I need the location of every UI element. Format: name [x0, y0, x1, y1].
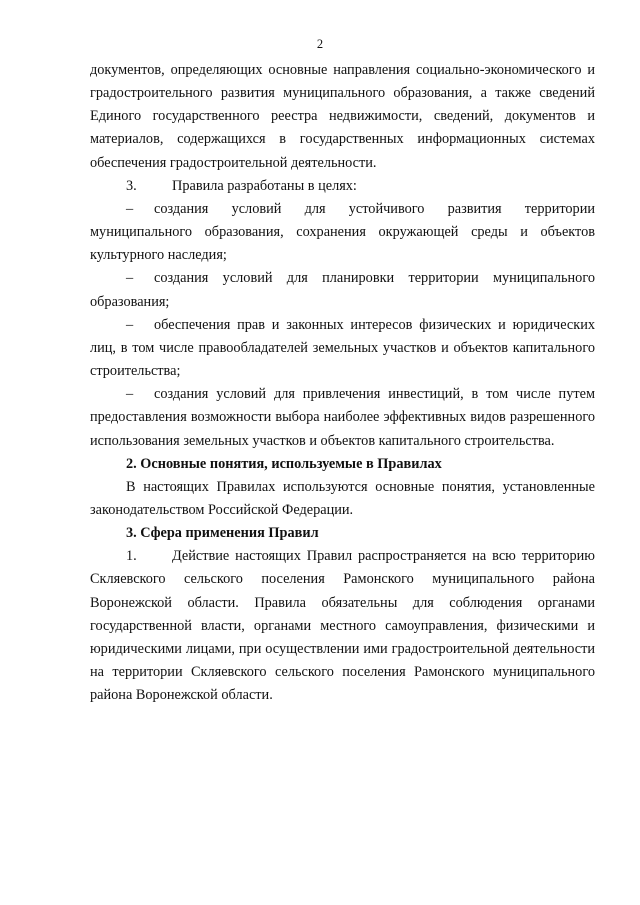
paragraph-continuation: документов, определяющих основные направления социально-экономического и градостроительного развития муниципального образования, а также сведений Единого государственного реестра недвижимости, сведений, документов и материалов, содержащихся в государственных информационных системах обеспечения градостроительной деятельности. [90, 62, 595, 171]
list-item [90, 198, 595, 267]
dash-marker: – [126, 200, 134, 217]
dash-marker: – [126, 386, 134, 403]
paragraph-item-1 [90, 545, 595, 707]
list-item-text: создания условий для устойчивого развития территории муниципального образования, сохранения окружающей среды и объектов культурного наследия; [90, 200, 595, 264]
document-body [90, 59, 595, 707]
item-text: Правила разработаны в целях: [172, 177, 357, 194]
item-number: 3. [126, 177, 137, 194]
section-heading-3: 3. Сфера применения Правил [126, 525, 319, 542]
dash-marker: – [126, 270, 134, 287]
list-item [90, 267, 595, 313]
page-number: 2 [316, 37, 324, 51]
list-item-text: обеспечения прав и законных интересов физических и юридических лиц, в том числе правообладателей земельных участков и объектов капитального строительства; [90, 316, 595, 380]
list-item-text: создания условий для привлечения инвестиций, в том числе путем предоставления возможности выбора наиболее эффективных видов разрешенного использования земельных участков и объектов капитального строительства. [90, 386, 595, 449]
item-number: 1. [126, 548, 137, 565]
item-text: Действие настоящих Правил распространяется на всю территорию Скляевского сельского поселения Рамонского муниципального района Воронежской области. Правила обязательны для соблюдения органами государственной власти, органами местного самоуправления, физическими и юридическими лицами, при осуществлении ими градостроительной деятельности на территории Скляевского сельского поселения Рамонского муниципального района Воронежской области. [90, 548, 595, 704]
paragraph: В настоящих Правилах используются основные понятия, установленные законодательством Российской Федерации. [90, 478, 595, 518]
dash-marker: – [126, 316, 134, 333]
list-item [90, 314, 595, 383]
list-item-text: создания условий для планировки территории муниципального образования; [90, 270, 595, 310]
paragraph-item-3 [90, 175, 595, 198]
section-heading-2: 2. Основные понятия, используемые в Правилах [126, 455, 442, 472]
list-item [90, 383, 595, 452]
